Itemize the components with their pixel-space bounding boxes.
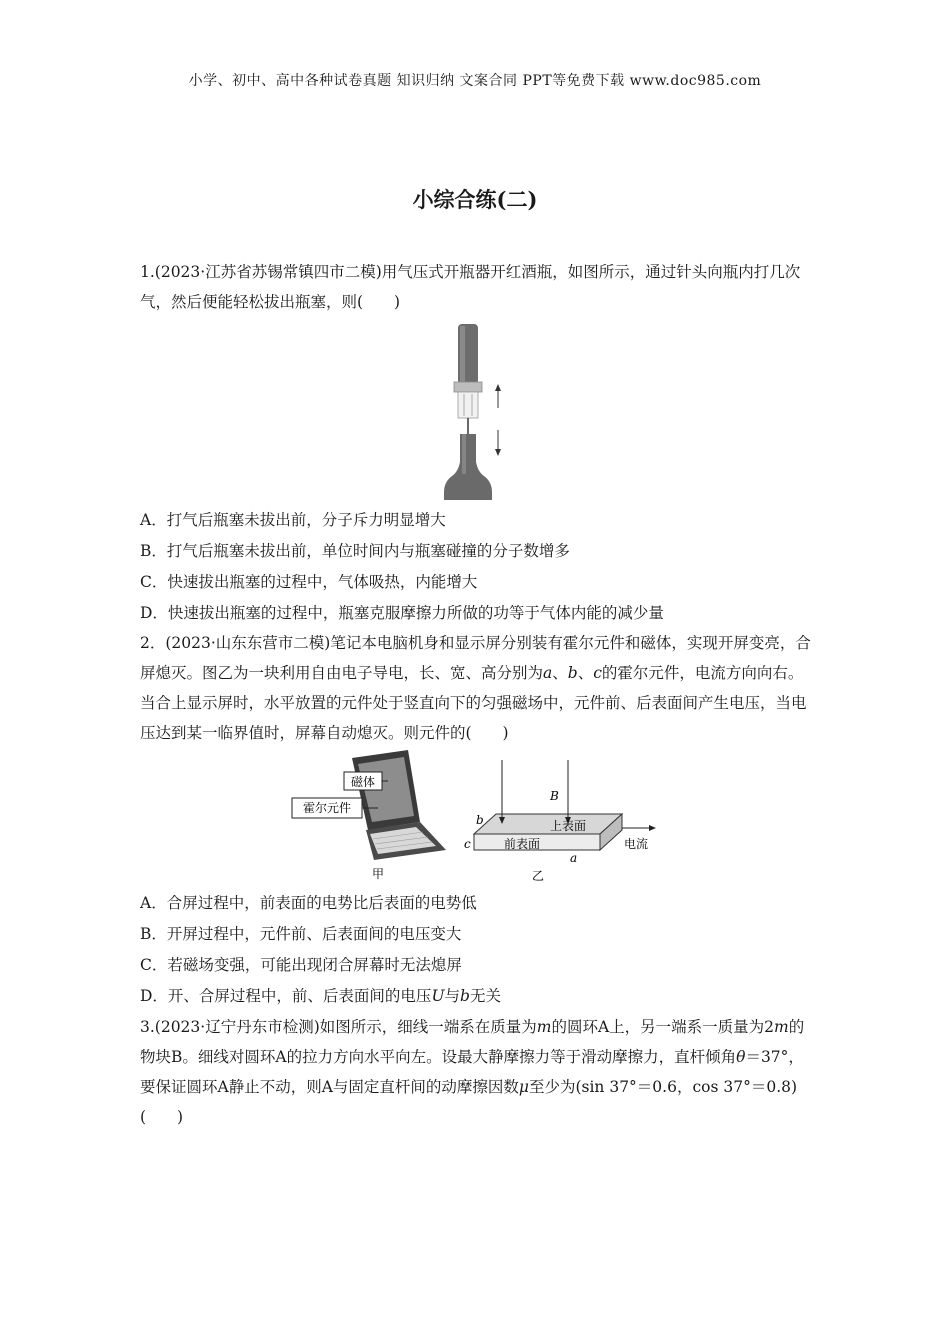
question-2-option-b: B．开屏过程中，元件前、后表面间的电压变大: [140, 925, 462, 943]
option-d-text: 无关: [469, 987, 501, 1005]
question-1-stem: 1.(2023·江苏省苏锡常镇四市二模)用气压式开瓶器开红酒瓶，如图所示，通过针头向瓶内打几次气，然后便能轻松拔出瓶塞，则( ): [140, 263, 801, 311]
label-dim-b: b: [476, 813, 484, 827]
label-front-surface: 前表面: [504, 837, 541, 851]
var-theta: θ: [736, 1048, 746, 1066]
magnet-label: 磁体: [350, 775, 376, 789]
q3-text: 的物块B。细线对圆环A的拉力方向水平向左。设最大静摩擦力等于滑动摩擦力，直杆倾角: [140, 1018, 805, 1066]
question-2-stem: [140, 628, 812, 748]
question-2-option-d: [140, 981, 812, 1011]
question-1-option-c: C．快速拔出瓶塞的过程中，气体吸热，内能增大: [140, 573, 478, 591]
label-dim-c: c: [464, 837, 471, 851]
page-title: 小综合练(二): [412, 187, 538, 212]
question-1-option-d: D．快速拔出瓶塞的过程中，瓶塞克服摩擦力所做的功等于气体内能的减少量: [140, 604, 664, 622]
caption-left: 甲: [371, 867, 385, 881]
separator: 、: [552, 664, 568, 682]
option-d-text: 与: [444, 987, 461, 1005]
var-a: a: [543, 664, 553, 682]
var-c: c: [593, 664, 602, 682]
question-2-option-c: C．若磁场变强，可能出现闭合屏幕时无法熄屏: [140, 956, 462, 974]
opener-pump: [454, 382, 482, 392]
wine-opener-figure: [438, 322, 514, 500]
var-b: b: [567, 664, 578, 682]
option-d-text: D．开、合屏过程中，前、后表面间的电压: [140, 987, 432, 1005]
caption-right: 乙: [531, 869, 545, 883]
wine-bottle: [444, 434, 492, 500]
label-dim-a: a: [570, 851, 578, 865]
var-mu: μ: [518, 1078, 529, 1096]
label-current: 电流: [624, 837, 649, 851]
hall-slab-top: [474, 814, 622, 834]
hall-label: 霍尔元件: [302, 801, 352, 815]
var-u: U: [431, 987, 445, 1005]
var-m: m: [774, 1018, 789, 1036]
label-top-surface: 上表面: [550, 819, 587, 833]
q2-stem-part: 的霍尔元件，电流方向向右。当合上显示屏时，水平放置的元件处于竖直向下的匀强磁场中，元件前、后表面间产生电压，当电压达到某一临界值时，屏幕自动熄灭。则元件的( ): [140, 664, 807, 742]
question-1-option-b: B．打气后瓶塞未拔出前，单位时间内与瓶塞碰撞的分子数增多: [140, 542, 570, 560]
question-1-option-a: A．打气后瓶塞未拔出前，分子斥力明显增大: [140, 511, 446, 529]
page-header: 小学、初中、高中各种试卷真题 知识归纳 文案合同 PPT等免费下载 www.doc985.com: [188, 73, 762, 89]
q3-text: ＝37°，要保证圆环A静止不动，则A与固定直杆间的动摩擦因数: [140, 1048, 804, 1096]
q2-stem-part: 2．(2023·山东东营市二模)笔记本电脑机身和显示屏分别装有霍尔元件和磁体，实现开屏变亮，合屏熄灭。图乙为一块利用自由电子导电，长、宽、高分别为: [140, 634, 811, 682]
hall-element-figure: [288, 750, 668, 890]
label-b-field: B: [550, 789, 559, 803]
q3-text: 的圆环A上，另一端系一质量为2: [551, 1018, 775, 1036]
q3-text: 至少为(sin 37°＝0.6，cos 37°＝0.8)( ): [140, 1078, 798, 1126]
var-m: m: [536, 1018, 552, 1036]
q3-text: 3.(2023·辽宁丹东市检测)如图所示，细线一端系在质量为: [140, 1018, 537, 1036]
var-b: b: [460, 987, 470, 1005]
question-3-stem: [140, 1012, 812, 1132]
question-2-option-a: A．合屏过程中，前表面的电势比后表面的电势低: [140, 894, 477, 912]
separator: 、: [577, 664, 594, 682]
